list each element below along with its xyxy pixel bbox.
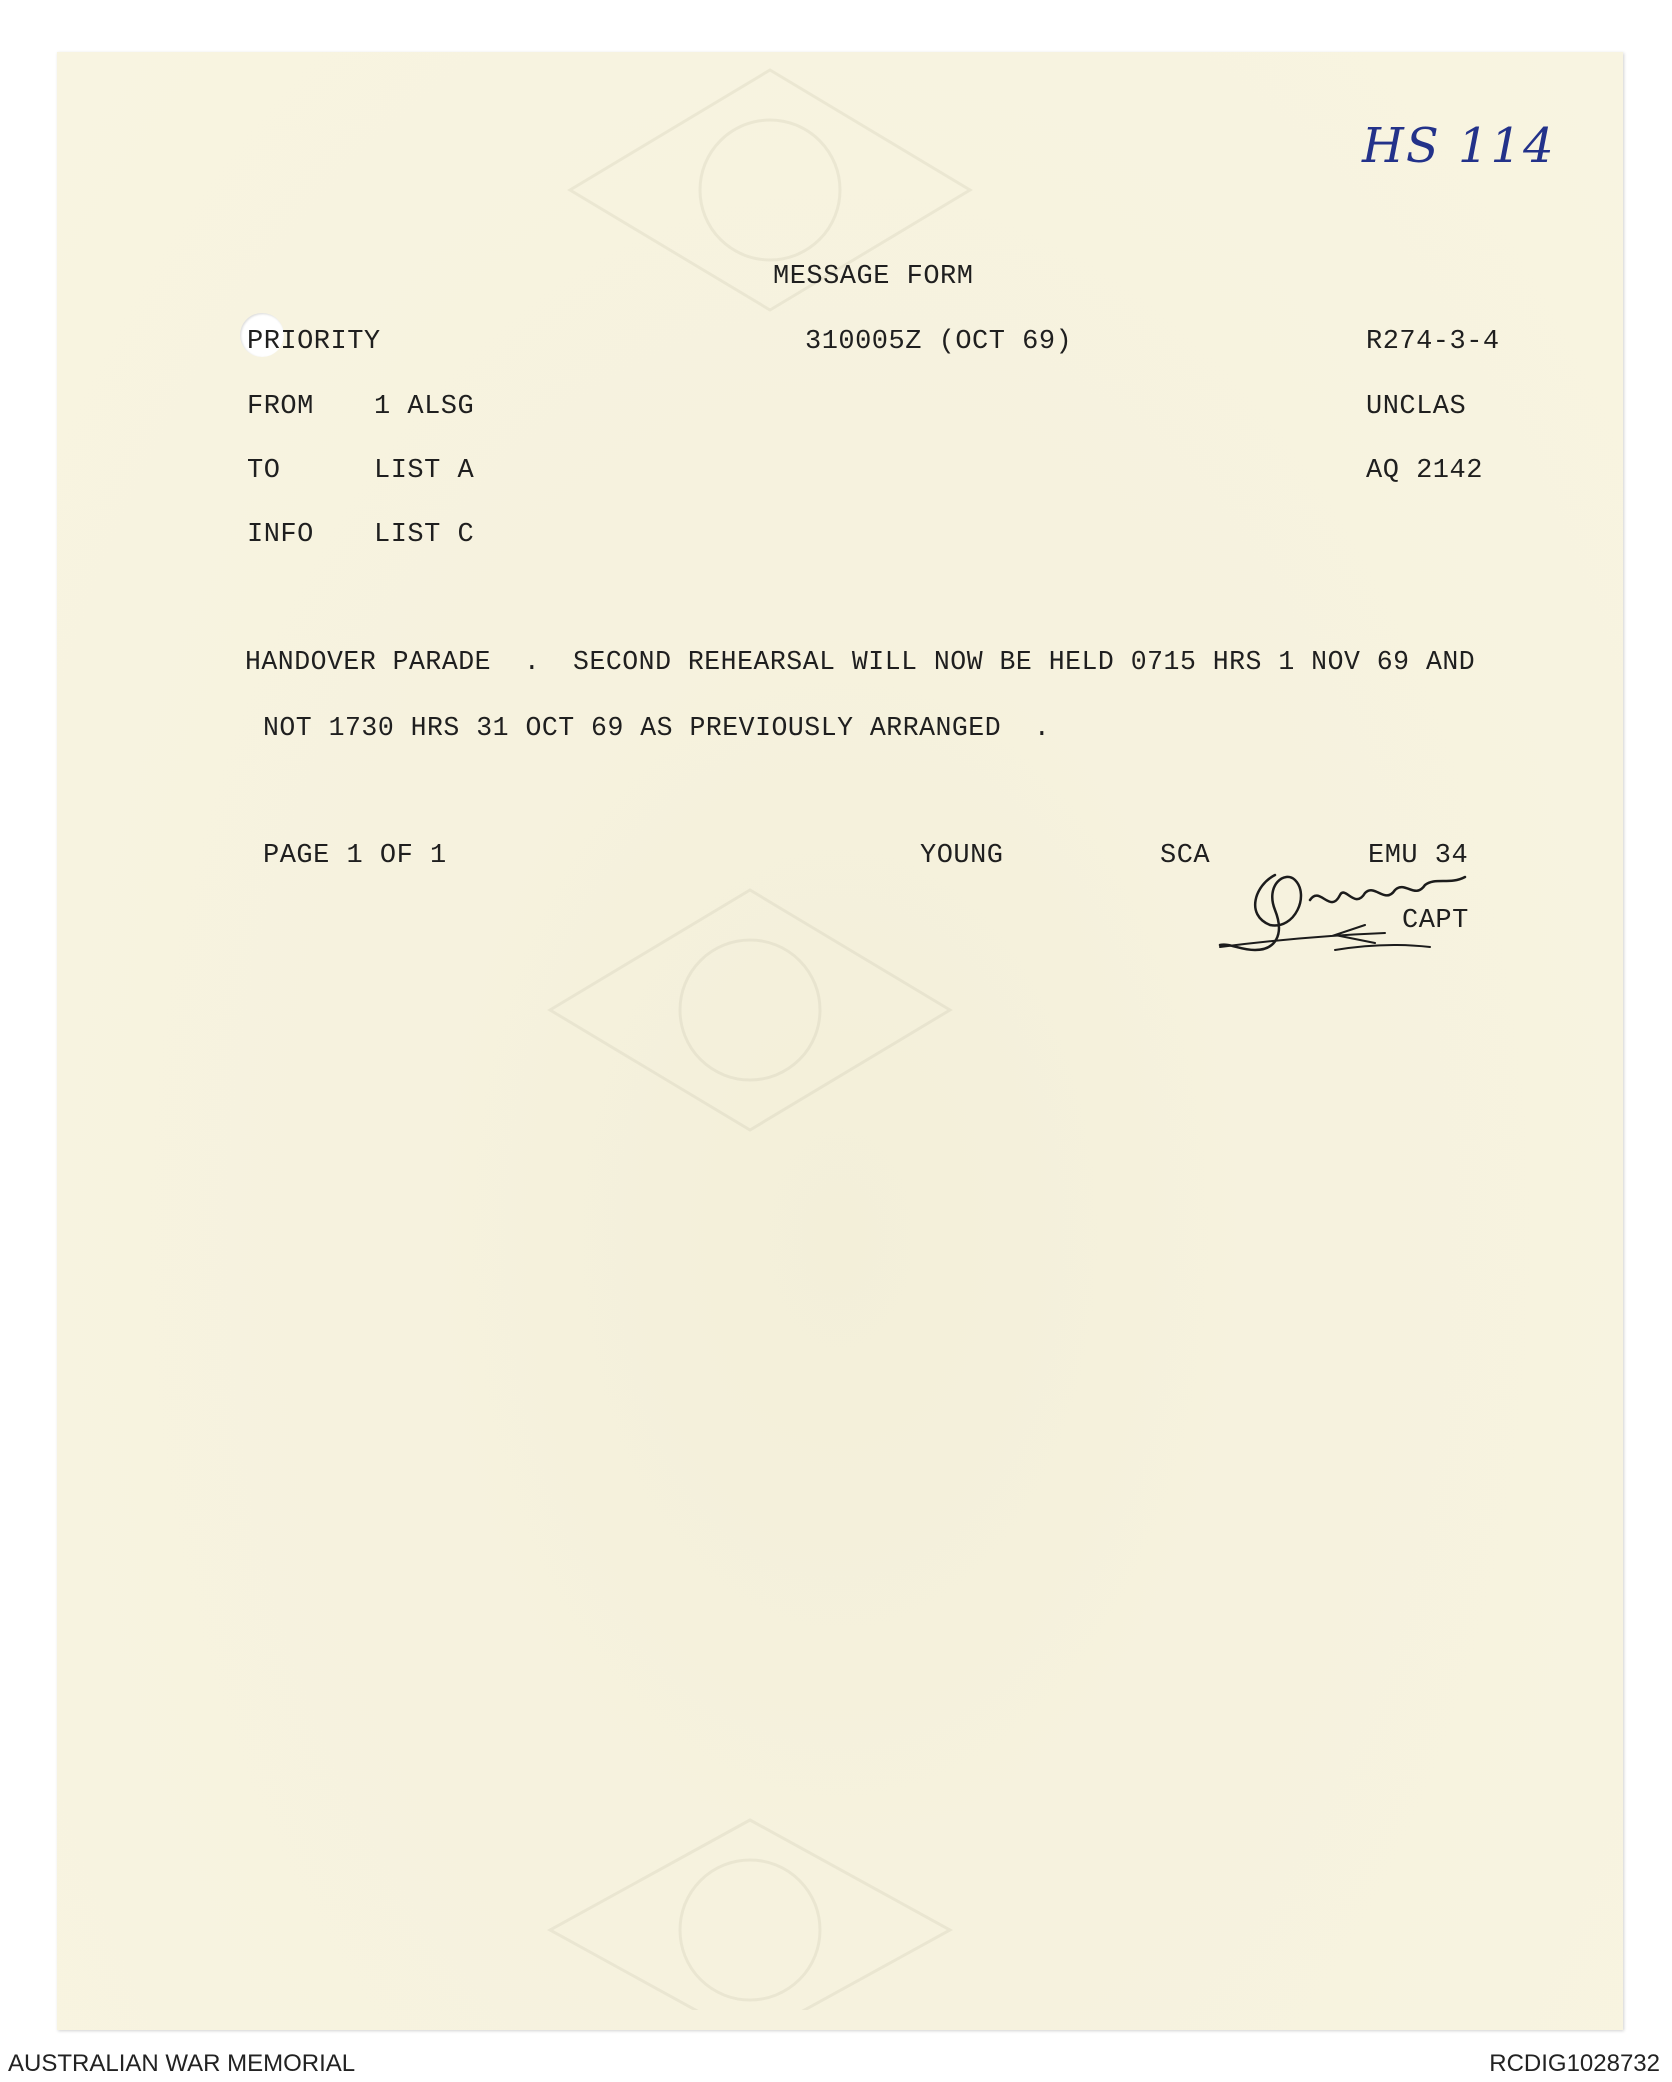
file-reference: R274-3-4 bbox=[1366, 327, 1500, 357]
from-label: FROM bbox=[247, 392, 314, 422]
originator-name: YOUNG bbox=[920, 841, 1004, 871]
originator-rank: CAPT bbox=[1402, 906, 1469, 936]
originator-unit: SCA bbox=[1160, 841, 1211, 871]
page-count: PAGE 1 OF 1 bbox=[263, 841, 447, 871]
info-label: INFO bbox=[247, 520, 314, 550]
form-title: MESSAGE FORM bbox=[773, 262, 974, 292]
info-value: LIST C bbox=[374, 520, 475, 550]
message-body-line-2: NOT 1730 HRS 31 OCT 69 AS PREVIOUSLY ARRANGED . bbox=[263, 713, 1051, 743]
message-number: AQ 2142 bbox=[1366, 456, 1483, 486]
precedence: PRIORITY bbox=[247, 327, 381, 357]
date-time-group: 310005Z (OCT 69) bbox=[805, 327, 1073, 357]
to-value: LIST A bbox=[374, 456, 475, 486]
institution-credit: AUSTRALIAN WAR MEMORIAL bbox=[8, 2050, 356, 2077]
handwritten-reference: HS 114 bbox=[1362, 118, 1556, 174]
watermark-emblem bbox=[540, 880, 960, 1140]
watermark-emblem bbox=[540, 1810, 960, 2010]
classification: UNCLAS bbox=[1366, 392, 1467, 422]
from-value: 1 ALSG bbox=[374, 392, 475, 422]
to-label: TO bbox=[247, 456, 281, 486]
catalog-id: RCDIG1028732 bbox=[1489, 2050, 1660, 2077]
signature bbox=[1215, 855, 1485, 965]
message-body-line-1: HANDOVER PARADE . SECOND REHEARSAL WILL NOW BE HELD 0715 HRS 1 NOV 69 AND bbox=[245, 647, 1476, 677]
originator-extension: EMU 34 bbox=[1368, 841, 1469, 871]
